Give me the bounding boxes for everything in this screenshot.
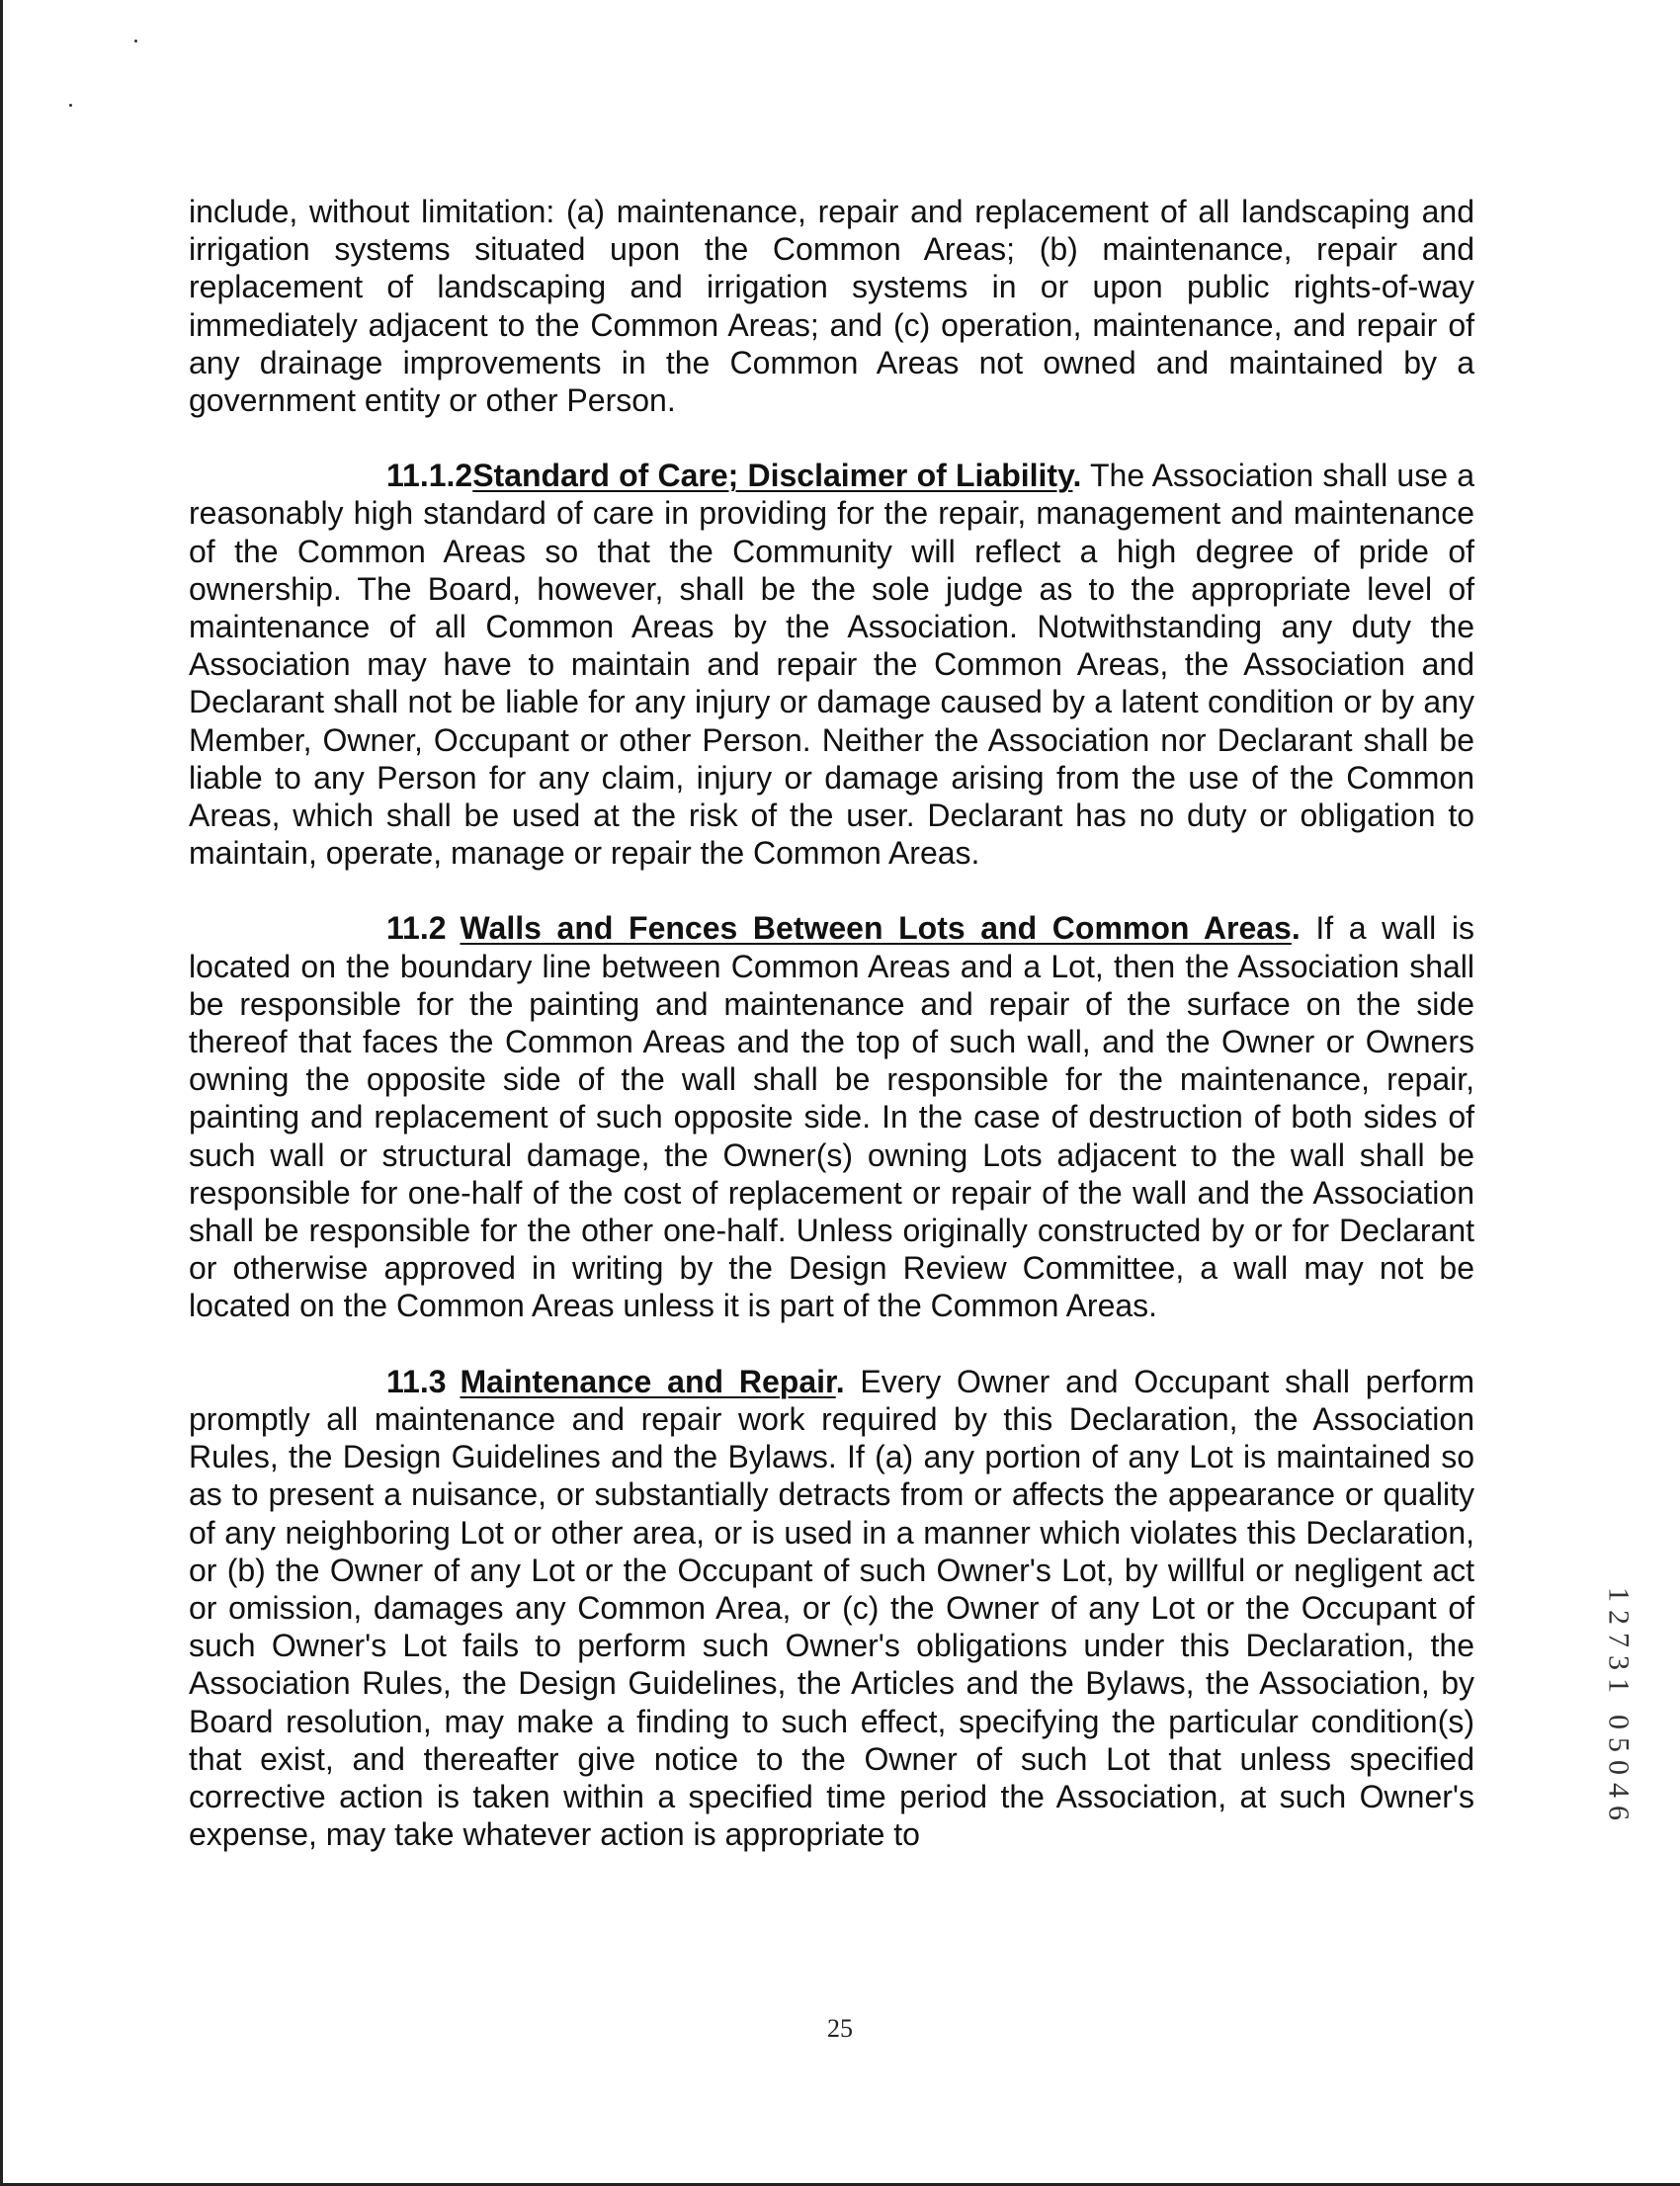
stamp-digit: 1 bbox=[1602, 1587, 1636, 1602]
section-number: 11.1.2 bbox=[386, 458, 473, 494]
scan-speck bbox=[134, 40, 137, 42]
stamp-digit: 5 bbox=[1602, 1737, 1636, 1752]
stamp-digit: 7 bbox=[1602, 1633, 1636, 1647]
section-title-punct: . bbox=[1291, 910, 1301, 947]
stamp-digit: 2 bbox=[1602, 1610, 1636, 1625]
section-body: If a wall is located on the boundary line between Common Areas and a Lot, then the Association shall be responsible for the painting and maintenance and repair of the surface on the side thereof that faces the Common Areas and the top of such wall, and the Owner or Owners owning the opposite side of the wall shall be responsible for the maintenance, repair, painting and replacement of such opposite side. In the case of destruction of both sides of such wall or structural damage, the Owner(s) owning Lots adjacent to the wall shall be responsible for one-half of the cost of replacement or repair of the wall and the Association shall be responsible for the other one-half. Unless originally constructed by or for Declarant or otherwise approved in writing by the Design Review Committee, a wall may not be located on the Common Areas unless it is part of the Common Areas. bbox=[189, 910, 1475, 1324]
section-title: Walls and Fences Between Lots and Common Areas bbox=[460, 910, 1292, 947]
section-11-2 bbox=[189, 909, 1474, 1324]
section-title: Maintenance and Repair bbox=[460, 1363, 836, 1399]
section-11-3 bbox=[189, 1363, 1474, 1854]
stamp-digit: 0 bbox=[1602, 1760, 1636, 1775]
stamp-digit: 6 bbox=[1602, 1806, 1636, 1820]
section-title-punct: . bbox=[835, 1363, 845, 1399]
section-number: 11.2 bbox=[386, 910, 447, 947]
section-11-1-2 bbox=[189, 457, 1474, 872]
section-title: Standard of Care; Disclaimer of Liability bbox=[472, 458, 1073, 494]
section-body: Every Owner and Occupant shall perform promptly all maintenance and repair work required by this Declaration, the Association Rules, the Design Guidelines and the Bylaws. If (a) any portion of any Lot is maintained so as to present a nuisance, or substantially detracts from or affects the appearance or quality of any neighboring Lot or other area, or is used in a manner which violates this Declaration, or (b) the Owner of any Lot or the Occupant of such Owner's Lot, by willful or negligent act or omission, damages any Common Area, or (c) the Owner of any Lot or the Occupant of such Owner's Lot fails to perform such Owner's obligations under this Declaration, the Association Rules, the Design Guidelines, the Articles and the Bylaws, the Association, by Board resolution, may make a finding to such effect, specifying the particular condition(s) that exist, and thereafter give notice to the Owner of such Lot that unless specified corrective action is taken within a specified time period the Association, at such Owner's expense, may take whatever action is appropriate to bbox=[189, 1363, 1475, 1853]
section-number: 11.3 bbox=[386, 1363, 447, 1399]
continuation-paragraph: include, without limitation: (a) maintenance, repair and replacement of all landscaping and irrigation systems situated upon the Common Areas; (b) maintenance, repair and replacement of landscaping and irrigation systems in or upon public rights-of-way immediately adjacent to the Common Areas; and (c) operation, maintenance, and repair of any drainage improvements in the Common Areas not owned and maintained by a government entity or other Person. bbox=[189, 194, 1474, 419]
recording-stamp bbox=[1599, 1583, 1638, 1824]
stamp-digit: 4 bbox=[1602, 1783, 1636, 1798]
scan-edge-left bbox=[0, 0, 3, 2186]
section-title-punct: . bbox=[1072, 458, 1082, 494]
stamp-digit: 3 bbox=[1602, 1655, 1636, 1670]
scan-speck bbox=[69, 104, 72, 107]
stamp-digit: 1 bbox=[1602, 1678, 1636, 1693]
page-number: 25 bbox=[827, 2014, 853, 2043]
document-body bbox=[189, 193, 1474, 1891]
stamp-digit: 0 bbox=[1602, 1715, 1636, 1729]
section-body: The Association shall use a reasonably high standard of care in providing for the repair, management and maintenance of the Common Areas so that the Community will reflect a high degree of pride of ownership. The Board, however, shall be the sole judge as to the appropriate level of maintenance of all Common Areas by the Association. Notwithstanding any duty the Association may have to maintain and repair the Common Areas, the Association and Declarant shall not be liable for any injury or damage caused by a latent condition or by any Member, Owner, Occupant or other Person. Neither the Association nor Declarant shall be liable to any Person for any claim, injury or damage arising from the use of the Common Areas, which shall be used at the risk of the user. Declarant has no duty or obligation to maintain, operate, manage or repair the Common Areas. bbox=[189, 458, 1475, 872]
